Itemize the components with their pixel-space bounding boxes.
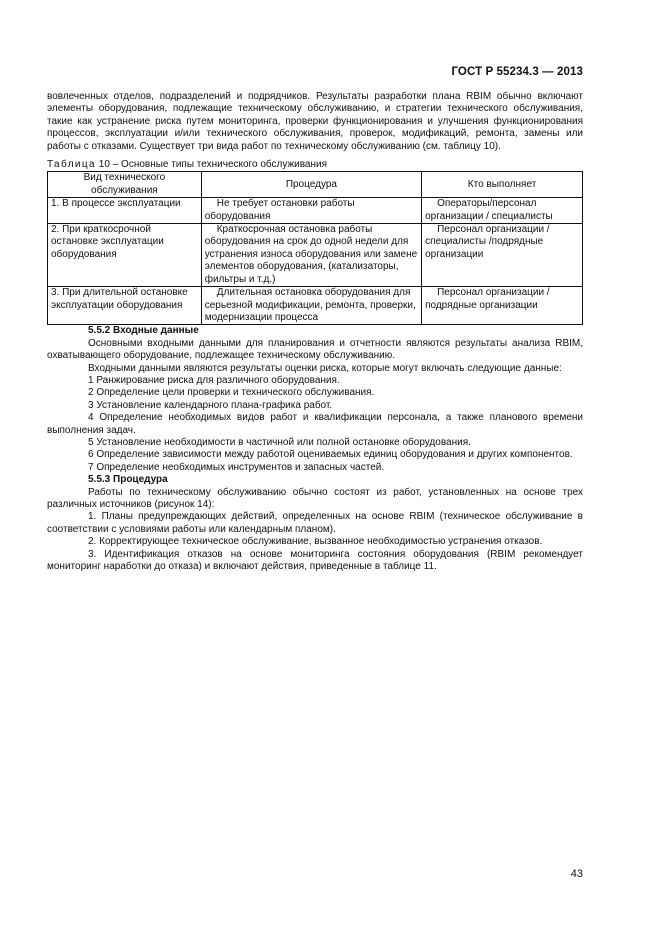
paragraph: Входными данными являются результаты оценки риска, которые могут включать следующие данные: bbox=[88, 362, 562, 374]
intro-paragraph: вовлеченных отделов, подразделений и подрядчиков. Результаты разработки плана RBIM обычно включают элементы оборудования, подлежащие техническому обслуживанию, и стратегии технического обслуживания, такие как устранение риска путем мониторинга, проверки функционирования и улучшения функционирования процессов, эксплуатации и/или технического обслуживания, проверок, модификаций, ремонта, замены или работы с отказами. Существует три вида работ по техническому обслуживанию (см. таблицу 10). bbox=[47, 91, 583, 152]
maintenance-types-table bbox=[47, 171, 583, 325]
list-item: 1. Планы предупреждающих действий, определенных на основе RBIM (техническое обслуживание в соответствии с условиями работы или календарным планом). bbox=[47, 511, 583, 535]
list-item: 3 Установление календарного плана-графика работ. bbox=[88, 399, 333, 411]
table-cell: Персонал организации / подрядные организации bbox=[422, 287, 583, 325]
list-item: 6 Определение зависимости между работой оцениваемых единиц оборудования и других компонентов. bbox=[88, 449, 573, 461]
table-cell: Краткосрочная остановка работы оборудования на срок до одной недели для устранения износа оборудования или замене элементов оборудования, (катализаторы, фильтры и т.д.) bbox=[201, 224, 421, 287]
table-caption-text: 10 – Основные типы технического обслуживания bbox=[98, 159, 327, 171]
section-heading-5-5-3: 5.5.3 Процедура bbox=[88, 474, 168, 486]
table-header-cell: Процедура bbox=[201, 172, 421, 198]
list-item: 5 Установление необходимости в частичной или полной остановке оборудования. bbox=[88, 436, 471, 448]
table-row bbox=[48, 224, 583, 287]
page-number: 43 bbox=[570, 868, 583, 880]
table-cell: Операторы/персонал организации / специалисты bbox=[422, 198, 583, 224]
table-cell: Персонал организации / специалисты /подрядные организации bbox=[422, 224, 583, 287]
list-item: 2. Корректирующее техническое обслуживание, вызванное необходимостью устранения отказов. bbox=[88, 536, 543, 548]
table-cell: Не требует остановки работы оборудования bbox=[201, 198, 421, 224]
list-item: 4 Определение необходимых видов работ и квалификации персонала, а также планового времени выполнения задач. bbox=[47, 412, 583, 436]
paragraph: Основными входными данными для планирования и отчетности являются результаты анализа RBIM, охватывающего оборудование, подлежащее техническому обслуживанию. bbox=[47, 337, 583, 362]
document-header: ГОСТ Р 55234.3 — 2013 bbox=[451, 66, 583, 78]
page-content bbox=[47, 91, 583, 573]
paragraph: Работы по техническому обслуживанию обычно состоят из работ, установленных на основе трех различных источников (рисунок 14): bbox=[47, 486, 583, 510]
table-cell: 2. При краткосрочной остановке эксплуатации оборудования bbox=[48, 224, 202, 287]
list-item: 3. Идентификация отказов на основе мониторинга состояния оборудования (RBIM рекомендует мониторинг наработки до отказа) и включают действия, приведенные в таблице 11. bbox=[47, 548, 583, 573]
section-heading-5-5-2: 5.5.2 Входные данные bbox=[88, 325, 199, 337]
list-item: 2 Определение цели проверки и технического обслуживания. bbox=[88, 387, 375, 399]
table-caption bbox=[47, 159, 583, 171]
table-cell: 3. При длительной остановке эксплуатации оборудования bbox=[48, 287, 202, 325]
table-row bbox=[48, 287, 583, 325]
table-header-row bbox=[48, 172, 583, 198]
table-header-cell: Кто выполняет bbox=[422, 172, 583, 198]
table-cell: Длительная остановка оборудования для серьезной модификации, ремонта, проверки, модернизации процесса bbox=[201, 287, 421, 325]
list-item: 1 Ранжирование риска для различного оборудования. bbox=[88, 374, 340, 386]
table-header-cell: Вид технического обслуживания bbox=[48, 172, 202, 198]
table-row bbox=[48, 198, 583, 224]
table-caption-label: Таблица bbox=[47, 159, 97, 171]
table-cell: 1. В процессе эксплуатации bbox=[48, 198, 202, 224]
list-item: 7 Определение необходимых инструментов и запасных частей. bbox=[88, 461, 385, 473]
